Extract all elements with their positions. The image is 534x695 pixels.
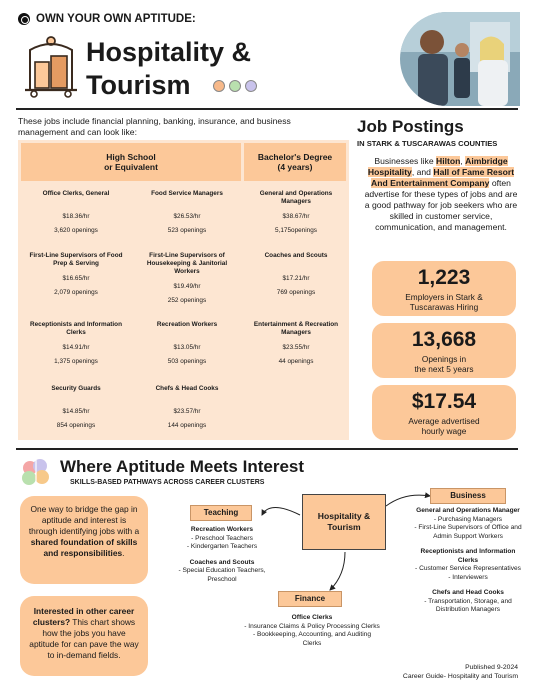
info-bubble-2: Interested in other career clusters? This chart shows how the jobs you have aptitude for can pave the way to in-demand fields. (20, 596, 148, 676)
job-cell: Recreation Workers $13.05/hr 503 openings (156, 321, 218, 365)
company-highlight: Hall of Fame Resort And Entertainment Company (371, 167, 515, 188)
finance-group: Office Clerks - Insurance Claims & Policy Processing Clerks - Bookkeeping, Accounting, and Auditing Clerks (244, 614, 380, 647)
interest-title: Where Aptitude Meets Interest (60, 457, 305, 476)
brain-icon (18, 456, 54, 492)
company-highlight: Aimbridge Hospitality (367, 156, 508, 177)
luggage-cart-icon (22, 36, 80, 98)
header-kicker (18, 13, 196, 25)
header-bachelors: Bachelor's Degree (4 years) (244, 143, 346, 181)
center-cluster: Hospitality & Tourism (302, 494, 386, 550)
dot-green (229, 80, 241, 92)
header-high-school: High School or Equivalent (21, 143, 241, 181)
title-line-1: Hospitality & (86, 37, 252, 67)
title-line-2: Tourism (86, 70, 191, 100)
info-bubble-1: One way to bridge the gap in aptitude and interest is through identifying jobs with a shared foundation of skills and responsibilities. (20, 496, 148, 584)
decorative-dots (213, 80, 257, 92)
intro-text: These jobs include financial planning, banking, insurance, and business management and can look like: (18, 116, 291, 137)
postings-subtitle: IN STARK & TUSCARAWAS COUNTIES (357, 139, 498, 148)
teaching-group: Recreation Workers - Preschool Teachers - Kindergarten Teachers Coaches and Scouts - Special Education Teachers, Preschool (178, 526, 266, 583)
page-title (86, 36, 251, 102)
job-cell: First-Line Supervisors of Food Prep & Serving $16.65/hr 2,079 openings (29, 252, 123, 296)
company-highlight: Hilton (436, 156, 461, 166)
section-divider (16, 448, 518, 450)
stat-wage: $17.54 Average advertised hourly wage (372, 385, 516, 440)
dot-orange (213, 80, 225, 92)
stat-employers: 1,223 Employers in Stark & Tuscarawas Hiring (372, 261, 516, 316)
postings-paragraph: Businesses like Hilton, Aimbridge Hospitality, and Hall of Fame Resort And Entertainment Company often advertise for these types of jobs and are a good pathway for job seekers who are skilled in customer service, communication, and management. (364, 156, 518, 232)
guide-name: Career Guide- Hospitality and Tourism (402, 673, 518, 680)
job-cell: General and Operations Managers $38.67/hr 5,175openings (259, 190, 333, 234)
footer (403, 663, 518, 681)
interest-subtitle: SKILLS-BASED PATHWAYS ACROSS CAREER CLUSTERS (70, 479, 265, 486)
target-icon (18, 13, 30, 25)
job-cell: Security Guards $14.85/hr 854 openings (51, 385, 101, 429)
jobs-table (18, 140, 349, 440)
label-business: Business (430, 488, 506, 504)
job-cell: Receptionists and Information Clerks $14.91/hr 1,375 openings (30, 321, 122, 365)
business-group: General and Operations Manager - Purchasing Managers - First-Line Supervisors of Office and Admin Support Workers Receptionists and Information Clerks - Customer Service Representatives - Interviewers Chefs and Head Cooks - Transportation, Storage, and Distribution Managers (414, 507, 522, 613)
dot-purple (245, 80, 257, 92)
published-date: Published 9-2024 (465, 664, 518, 671)
job-cell: Chefs & Head Cooks $23.57/hr 144 openings (155, 385, 219, 429)
label-teaching: Teaching (190, 505, 252, 521)
job-cell: First-Line Supervisors of Housekeeping & Janitorial Workers $19.49/hr 252 openings (146, 252, 228, 304)
kicker-text: OWN YOUR OWN APTITUDE: (36, 13, 196, 25)
postings-title: Job Postings (357, 117, 464, 136)
label-finance: Finance (278, 591, 342, 607)
job-cell: Office Clerks, General $18.36/hr 3,620 openings (42, 190, 110, 234)
job-cell: Coaches and Scouts $17.21/hr 769 openings (264, 252, 328, 296)
job-cell: Entertainment & Recreation Managers $23.55/hr 44 openings (253, 321, 339, 365)
job-cell: Food Service Managers $26.53/hr 523 openings (151, 190, 223, 234)
stat-openings: 13,668 Openings in the next 5 years (372, 323, 516, 378)
header-divider (16, 108, 518, 110)
hospitality-photo (400, 12, 520, 106)
